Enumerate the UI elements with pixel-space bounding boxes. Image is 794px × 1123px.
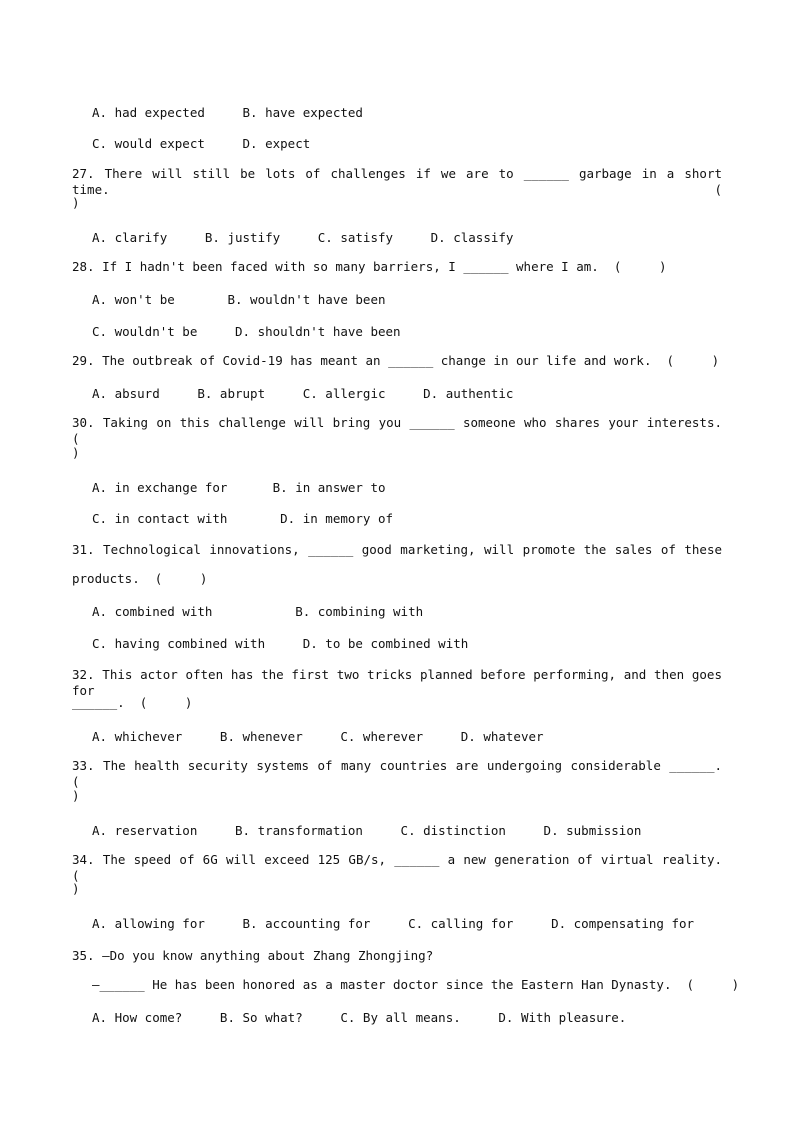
q26-options-row2: C. would expect D. expect: [92, 136, 311, 151]
q32-stem: 32. This actor often has the first two tricks planned before performing, and then goes for: [72, 667, 722, 698]
q31-options-row2: C. having combined with D. to be combined with: [92, 636, 469, 651]
q29-options: A. absurd B. abrupt C. allergic D. authentic: [92, 386, 514, 401]
q33-paren: ): [72, 788, 80, 803]
q34-paren: ): [72, 881, 80, 896]
q34-options: A. allowing for B. accounting for C. calling for D. compensating for: [92, 916, 695, 931]
q30-paren: ): [72, 445, 80, 460]
q31-options-row1: A. combined with B. combining with: [92, 604, 424, 619]
q26-options-row1: A. had expected B. have expected: [92, 105, 363, 120]
q29-stem: 29. The outbreak of Covid-19 has meant an ______ change in our life and work. ( ): [72, 353, 720, 368]
q34-stem: 34. The speed of 6G will exceed 125 GB/s, ______ a new generation of virtual reality. (: [72, 852, 722, 883]
q28-options-row2: C. wouldn't be D. shouldn't have been: [92, 324, 401, 339]
q27-paren: ): [72, 195, 80, 210]
q32-stem-cont: ______. ( ): [72, 695, 193, 710]
q30-options-row1: A. in exchange for B. in answer to: [92, 480, 386, 495]
q33-stem: 33. The health security systems of many countries are undergoing considerable ______. (: [72, 758, 722, 789]
q35-stem: 35. —Do you know anything about Zhang Zhongjing?: [72, 948, 434, 963]
q35-reply: —______ He has been honored as a master doctor since the Eastern Han Dynasty. ( ): [92, 977, 740, 992]
q28-stem: 28. If I hadn't been faced with so many barriers, I ______ where I am. ( ): [72, 259, 667, 274]
q33-options: A. reservation B. transformation C. distinction D. submission: [92, 823, 642, 838]
q35-options: A. How come? B. So what? C. By all means. D. With pleasure.: [92, 1010, 627, 1025]
q32-options: A. whichever B. whenever C. wherever D. whatever: [92, 729, 544, 744]
q31-stem: 31. Technological innovations, ______ good marketing, will promote the sales of these: [72, 542, 722, 557]
q30-options-row2: C. in contact with D. in memory of: [92, 511, 394, 526]
q30-stem: 30. Taking on this challenge will bring you ______ someone who shares your interests. (: [72, 415, 722, 446]
q28-options-row1: A. won't be B. wouldn't have been: [92, 292, 386, 307]
q27-stem: 27. There will still be lots of challenges if we are to ______ garbage in a short time. (: [72, 166, 722, 197]
q27-options: A. clarify B. justify C. satisfy D. classify: [92, 230, 514, 245]
q31-stem-cont: products. ( ): [72, 571, 208, 586]
